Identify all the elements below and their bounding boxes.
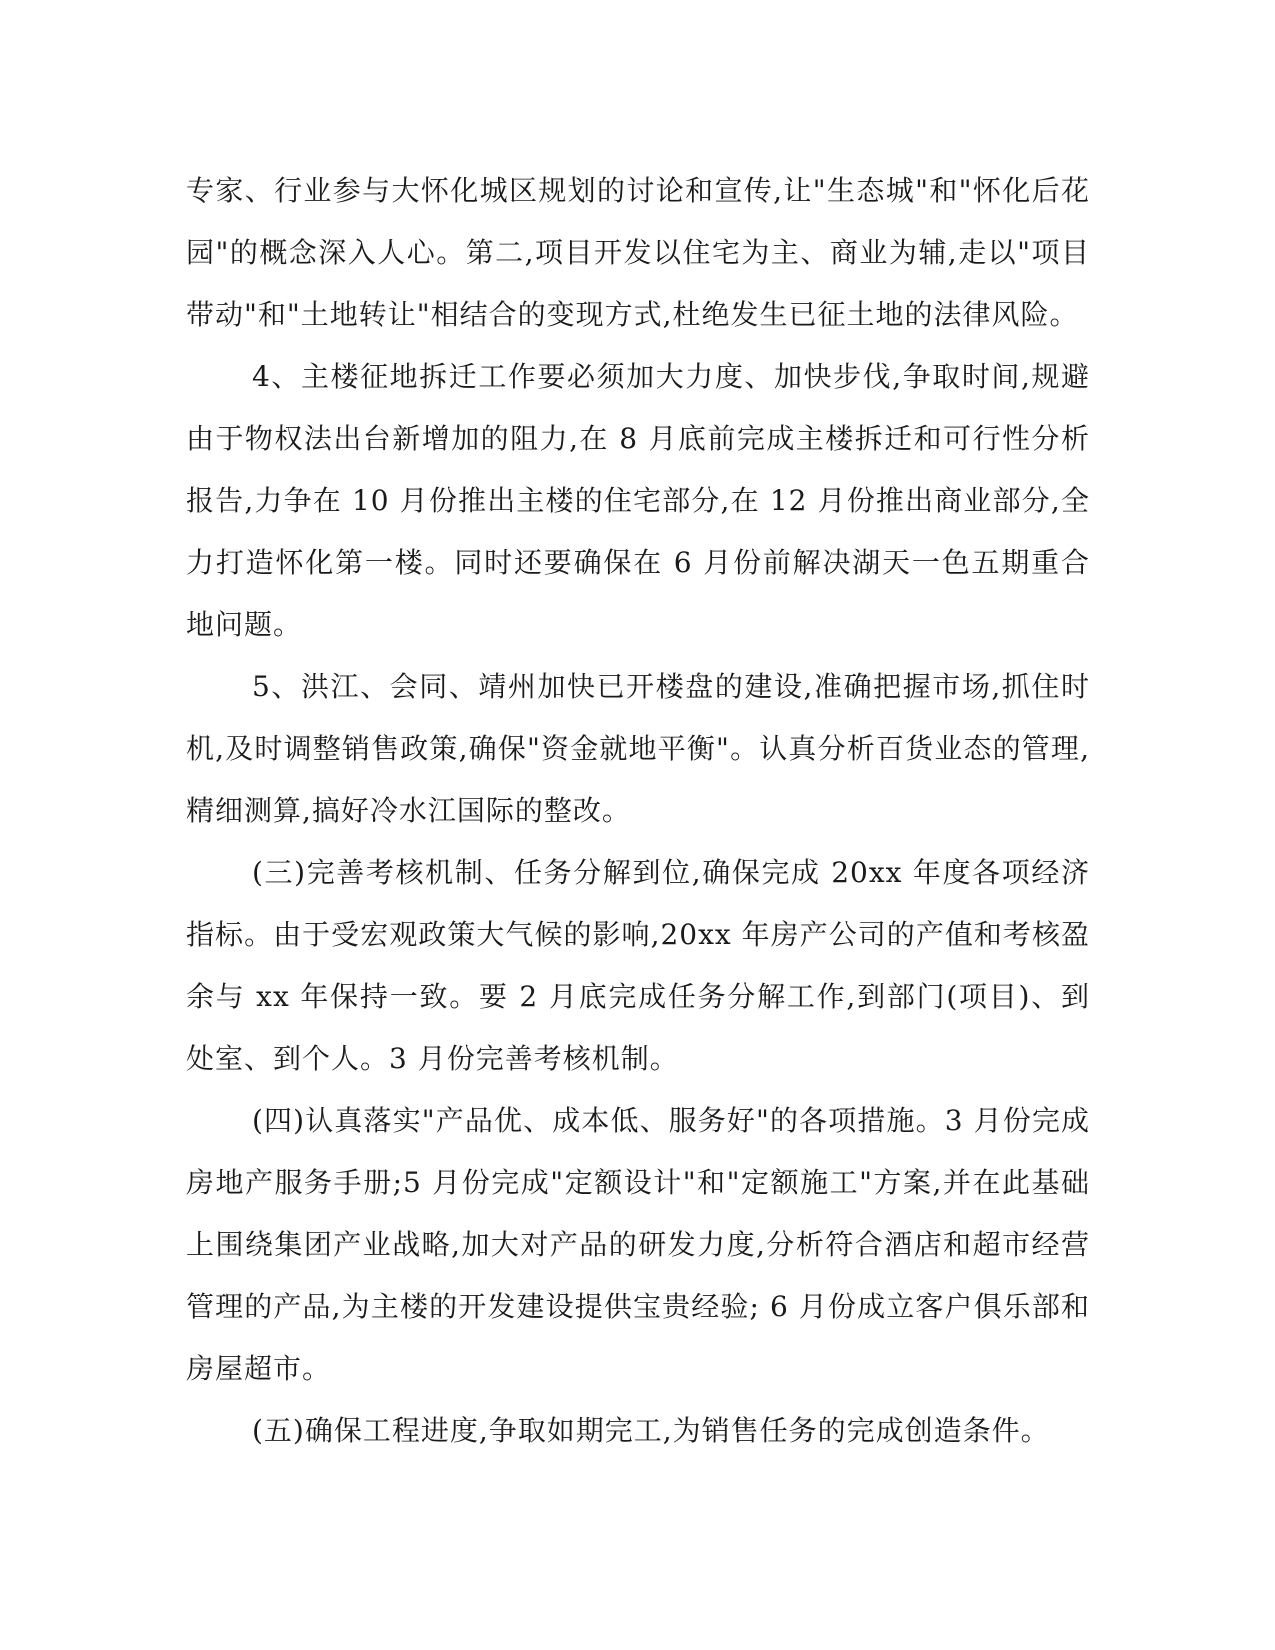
paragraph-item-4-main-building: 4、主楼征地拆迁工作要必须加大力度、加快步伐,争取时间,规避由于物权法出台新增加的阻力,在 8 月底前完成主楼拆迁和可行性分析报告,力争在 10 月份推出主楼的住宅部分,在 12 月份推出商业部分,全力打造怀化第一楼。同时还要确保在 6 月份前解决湖天一色五期重合地问题。: [186, 360, 1090, 641]
paragraph-item-5-county-projects: 5、洪江、会同、靖州加快已开楼盘的建设,准确把握市场,抓住时机,及时调整销售政策,确保"资金就地平衡"。认真分析百货业态的管理,精细测算,搞好冷水江国际的整改。: [186, 670, 1090, 827]
paragraph-section-4-measures: (四)认真落实"产品优、成本低、服务好"的各项措施。3 月份完成房地产服务手册;5 月份完成"定额设计"和"定额施工"方案,并在此基础上围绕集团产业战略,加大对产品的研发力度,分析符合酒店和超市经营管理的产品,为主楼的开发建设提供宝贵经验; 6 月份成立客户俱乐部和房屋超市。: [186, 1104, 1090, 1385]
document-body: [186, 160, 1090, 1462]
paragraph-section-5-progress: (五)确保工程进度,争取如期完工,为销售任务的完成创造条件。: [252, 1414, 1050, 1447]
paragraph-planning-promotion: 专家、行业参与大怀化城区规划的讨论和宣传,让"生态城"和"怀化后花园"的概念深入人心。第二,项目开发以住宅为主、商业为辅,走以"项目带动"和"土地转让"相结合的变现方式,杜绝发生已征土地的法律风险。: [186, 174, 1090, 331]
paragraph-section-3-assessment: (三)完善考核机制、任务分解到位,确保完成 20xx 年度各项经济指标。由于受宏观政策大气候的影响,20xx 年房产公司的产值和考核盈余与 xx 年保持一致。要 2 月底完成任务分解工作,到部门(项目)、到处室、到个人。3 月份完善考核机制。: [186, 856, 1090, 1075]
